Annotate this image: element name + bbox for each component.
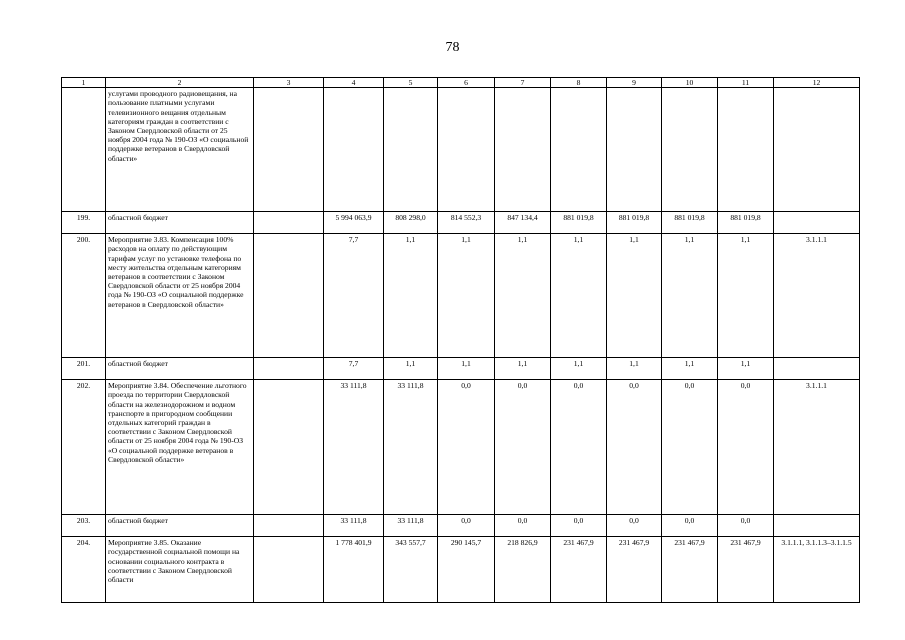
header-cell: 11: [718, 78, 774, 88]
cell-year-1: [384, 88, 438, 212]
header-cell: 8: [551, 78, 607, 88]
cell-year-3: 1,1: [495, 234, 551, 358]
row-number: 202.: [62, 380, 106, 515]
cell-col3: [254, 380, 324, 515]
table-row: [62, 515, 860, 537]
cell-year-2: 814 552,3: [438, 212, 495, 234]
cell-year-6: 1,1: [662, 234, 718, 358]
row-name: Мероприятие 3.85. Оказание государственной социальной помощи на основании социального контракта в соответствии с Законом Свердловской области: [106, 537, 254, 603]
cell-total: 1 778 401,9: [324, 537, 384, 603]
header-cell: 3: [254, 78, 324, 88]
cell-year-6: 881 019,8: [662, 212, 718, 234]
cell-year-3: 0,0: [495, 515, 551, 537]
cell-year-2: 1,1: [438, 234, 495, 358]
cell-year-7: 881 019,8: [718, 212, 774, 234]
cell-year-5: 0,0: [607, 515, 662, 537]
cell-target: [774, 358, 860, 380]
row-name: областной бюджет: [106, 515, 254, 537]
cell-year-3: 1,1: [495, 358, 551, 380]
header-cell: 9: [607, 78, 662, 88]
cell-year-3: 0,0: [495, 380, 551, 515]
cell-year-7: 0,0: [718, 515, 774, 537]
header-cell: 10: [662, 78, 718, 88]
cell-year-6: 1,1: [662, 358, 718, 380]
cell-col3: [254, 358, 324, 380]
cell-year-7: 0,0: [718, 380, 774, 515]
cell-target: 3.1.1.1, 3.1.1.3–3.1.1.5: [774, 537, 860, 603]
header-cell: 6: [438, 78, 495, 88]
table-row: [62, 88, 860, 212]
cell-year-3: 847 134,4: [495, 212, 551, 234]
cell-total: 33 111,8: [324, 380, 384, 515]
cell-year-5: [607, 88, 662, 212]
cell-year-2: 0,0: [438, 515, 495, 537]
cell-year-6: 0,0: [662, 515, 718, 537]
header-row: [62, 78, 860, 88]
cell-year-1: 33 111,8: [384, 515, 438, 537]
cell-year-6: [662, 88, 718, 212]
row-name: услугами проводного радиовещания, на пользование платными услугами телевизионного вещания отдельным категориям граждан в соответствии с Законом Свердловской области от 25 ноября 2004 года № 190-ОЗ «О социальной поддержке ветеранов в Свердловской области»: [106, 88, 254, 212]
cell-target: [774, 212, 860, 234]
cell-year-5: 0,0: [607, 380, 662, 515]
row-name: областной бюджет: [106, 358, 254, 380]
header-cell: 1: [62, 78, 106, 88]
row-number: [62, 88, 106, 212]
cell-year-6: 0,0: [662, 380, 718, 515]
cell-year-4: 881 019,8: [551, 212, 607, 234]
row-number: 199.: [62, 212, 106, 234]
page-number: 78: [445, 40, 460, 55]
table-row: [62, 358, 860, 380]
cell-col3: [254, 212, 324, 234]
table-row: [62, 212, 860, 234]
row-number: 204.: [62, 537, 106, 603]
row-name: Мероприятие 3.83. Компенсация 100% расходов на оплату по действующим тарифам услуг по установке телефона по месту жительства отдельным категориям ветеранов в соответствии с Законом Свердловской области от 25 ноября 2004 года № 190-ОЗ «О социальной поддержке ветеранов в Свердловской области»: [106, 234, 254, 358]
table-body: [62, 78, 860, 603]
cell-year-4: 1,1: [551, 234, 607, 358]
cell-year-7: 1,1: [718, 234, 774, 358]
cell-year-2: 0,0: [438, 380, 495, 515]
cell-col3: [254, 515, 324, 537]
cell-year-7: [718, 88, 774, 212]
cell-target: [774, 515, 860, 537]
row-name: областной бюджет: [106, 212, 254, 234]
cell-total: 7,7: [324, 234, 384, 358]
cell-year-4: 1,1: [551, 358, 607, 380]
cell-year-5: 1,1: [607, 358, 662, 380]
cell-year-1: 1,1: [384, 358, 438, 380]
cell-year-1: 1,1: [384, 234, 438, 358]
cell-col3: [254, 88, 324, 212]
cell-year-4: 0,0: [551, 515, 607, 537]
row-number: 203.: [62, 515, 106, 537]
cell-year-3: 218 826,9: [495, 537, 551, 603]
row-name: Мероприятие 3.84. Обеспечение льготного проезда по территории Свердловской области на железнодорожном и водном транспорте в пригородном сообщении отдельных категорий граждан в соответствии с Законом Свердловской области от 25 ноября 2004 года № 190-ОЗ «О социальной поддержке ветеранов в Свердловской области»: [106, 380, 254, 515]
cell-total: 5 994 063,9: [324, 212, 384, 234]
cell-year-5: 881 019,8: [607, 212, 662, 234]
cell-target: 3.1.1.1: [774, 234, 860, 358]
header-cell: 5: [384, 78, 438, 88]
cell-year-7: 1,1: [718, 358, 774, 380]
table-row: [62, 537, 860, 603]
cell-year-1: 33 111,8: [384, 380, 438, 515]
cell-year-2: [438, 88, 495, 212]
cell-year-5: 231 467,9: [607, 537, 662, 603]
cell-year-2: 1,1: [438, 358, 495, 380]
header-cell: 12: [774, 78, 860, 88]
cell-total: 33 111,8: [324, 515, 384, 537]
cell-col3: [254, 234, 324, 358]
cell-year-6: 231 467,9: [662, 537, 718, 603]
cell-year-7: 231 467,9: [718, 537, 774, 603]
row-number: 200.: [62, 234, 106, 358]
program-table: [61, 77, 860, 603]
cell-year-3: [495, 88, 551, 212]
table-row: [62, 380, 860, 515]
cell-total: 7,7: [324, 358, 384, 380]
cell-year-4: 231 467,9: [551, 537, 607, 603]
cell-year-1: 343 557,7: [384, 537, 438, 603]
cell-year-5: 1,1: [607, 234, 662, 358]
cell-year-4: 0,0: [551, 380, 607, 515]
row-number: 201.: [62, 358, 106, 380]
header-cell: 4: [324, 78, 384, 88]
header-cell: 2: [106, 78, 254, 88]
header-cell: 7: [495, 78, 551, 88]
cell-year-1: 808 298,0: [384, 212, 438, 234]
cell-target: 3.1.1.1: [774, 380, 860, 515]
cell-total: [324, 88, 384, 212]
cell-year-4: [551, 88, 607, 212]
cell-target: [774, 88, 860, 212]
cell-col3: [254, 537, 324, 603]
cell-year-2: 290 145,7: [438, 537, 495, 603]
table-row: [62, 234, 860, 358]
